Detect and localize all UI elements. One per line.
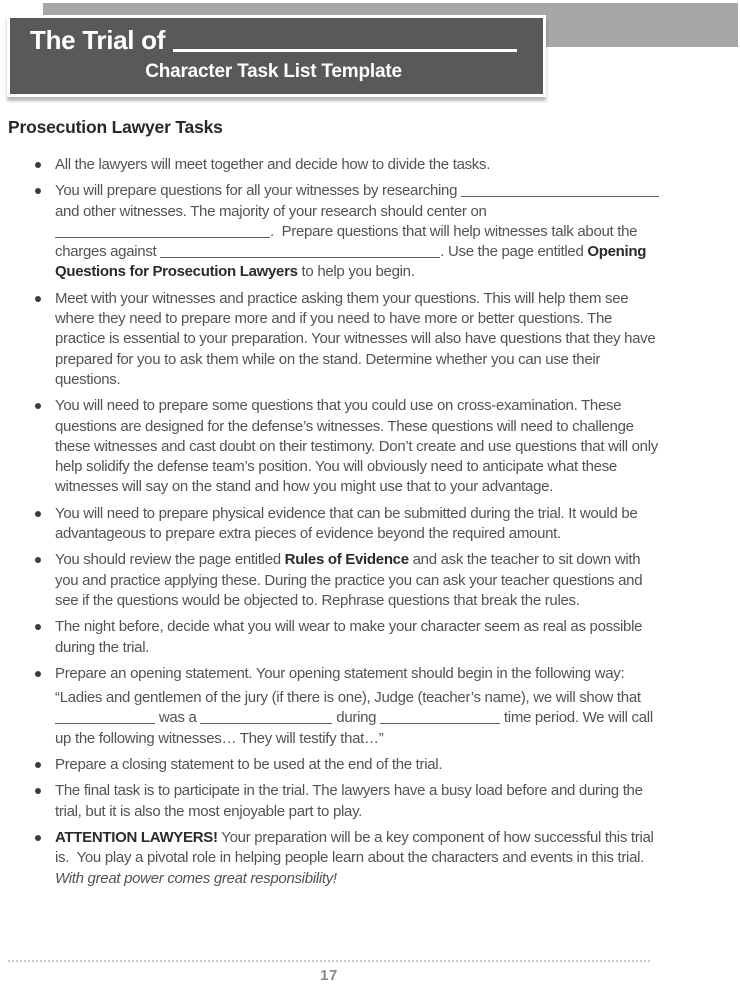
text-run: The final task is to participate in the trial. The lawyers have a busy load before and during the trial, but it is also the most enjoyable part to play. (55, 782, 643, 820)
header-banner (7, 15, 546, 97)
bullet-icon (35, 762, 41, 768)
blank-line (55, 712, 155, 724)
list-item (8, 155, 663, 175)
text-run: during (332, 709, 381, 727)
text-run: You will need to prepare physical evidence that can be submitted during the trial. It would be advantageous to prepare extra pieces of evidence beyond the required amount. (55, 504, 638, 543)
task-text (55, 155, 663, 175)
list-item (8, 550, 663, 611)
list-item (8, 664, 663, 749)
bullet-icon (35, 296, 41, 302)
title-blank-line (173, 49, 517, 52)
blank-line (461, 185, 659, 197)
text-run: and other witnesses. The majority of your research should center on (55, 202, 487, 220)
bullet-icon (35, 511, 41, 517)
list-item (8, 181, 663, 282)
text-run: All the lawyers will meet together and decide how to divide the tasks. (55, 156, 491, 173)
list-item (8, 504, 663, 545)
text-run: You will prepare questions for all your witnesses by researching (55, 182, 462, 200)
bullet-icon (35, 624, 41, 630)
blank-line (160, 246, 440, 258)
bullet-icon (35, 162, 41, 168)
bullet-icon (35, 671, 41, 677)
text-run: . Use the page entitled (440, 243, 588, 261)
bold-text: Opening Questions for Prosecution Lawyers (55, 243, 647, 281)
task-text (55, 289, 663, 390)
bold-text: ATTENTION LAWYERS! (55, 828, 218, 846)
task-text (55, 396, 663, 497)
task-text (55, 504, 663, 545)
text-run: was a (155, 709, 201, 727)
text-run: You will need to prepare some questions that you could use on cross-examination. These questions are designed for the defense’s witnesses. These questions will need to challenge these witnesses and cast doubt on their testimony. Don’t create and use questions that will only help solidify the defense team’s position. You will obviously need to anticipate what these witnesses will say on the stand and how you might use that to your advantage. (55, 397, 658, 496)
task-text (55, 755, 663, 775)
footer-divider (8, 960, 650, 962)
text-run: “Ladies and gentlemen of the jury (if there is one), Judge (teacher’s name), we will show that (55, 689, 641, 707)
task-text (55, 617, 663, 658)
task-text (55, 781, 663, 822)
list-item (8, 755, 663, 775)
content-area (8, 108, 668, 895)
page-number: 17 (320, 967, 338, 984)
text-run: . Prepare questions that will help witnesses talk about the charges against (55, 222, 638, 261)
task-text (55, 688, 663, 749)
bullet-icon (35, 835, 41, 841)
task-list (8, 155, 663, 889)
page-footer (8, 960, 650, 984)
list-item (8, 289, 663, 390)
text-run: You should review the page entitled (55, 551, 285, 569)
list-item (8, 781, 663, 822)
text-run: Your preparation will be a key component of how successful this trial is. You play a pivotal role in helping people learn about the characters and events in this trial. (55, 828, 654, 867)
text-run: to help you begin. (297, 263, 415, 281)
task-text (55, 550, 663, 611)
bullet-icon (35, 557, 41, 563)
banner-title-row (30, 24, 517, 56)
section-heading: Prosecution Lawyer Tasks (8, 117, 223, 137)
task-text (55, 181, 663, 282)
text-run: The night before, decide what you will wear to make your character seem as real as possible during the trial. (55, 618, 643, 656)
blank-line (200, 712, 332, 724)
text-run: and ask the teacher to sit down with you and practice applying these. During the practice you can ask your teacher questions and see if the questions would be objected to. Rephrase questions that break the rules. (55, 551, 643, 609)
page-title: The Trial of (30, 25, 166, 55)
bullet-icon (35, 788, 41, 794)
page-subtitle: Character Task List Template (145, 61, 402, 82)
italic-text: With great power comes great responsibility! (55, 869, 337, 887)
list-item (8, 828, 663, 889)
task-text (55, 664, 663, 684)
text-run: time period. We will call up the following witnesses… They will testify that…” (55, 709, 653, 747)
bullet-icon (35, 403, 41, 409)
bullet-icon (35, 188, 41, 194)
text-run: Meet with your witnesses and practice asking them your questions. This will help them see where they need to prepare more and if you need to have more or better questions. The practice is essential to your preparation. Your witnesses will also have questions that they have prepared for you to ask them while on the stand. Determine whether you can use their questions. (55, 289, 656, 388)
list-item (8, 396, 663, 497)
bold-text: Rules of Evidence (284, 551, 409, 569)
text-run: Prepare a closing statement to be used at the end of the trial. (55, 756, 443, 774)
text-run: Prepare an opening statement. Your opening statement should begin in the following way: (55, 664, 625, 682)
blank-line (55, 226, 270, 238)
task-text (55, 828, 663, 889)
list-item (8, 617, 663, 658)
blank-line (380, 712, 500, 724)
